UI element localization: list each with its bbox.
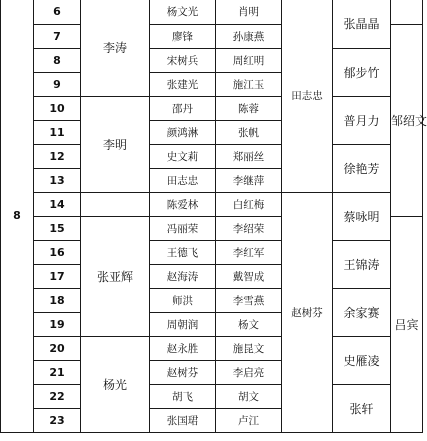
row-number: 8 — [34, 49, 81, 73]
member-name: 胡飞 — [150, 385, 216, 409]
member-name: 师洪 — [150, 289, 216, 313]
member-name: 冯丽荣 — [150, 217, 216, 241]
member-name: 白红梅 — [216, 193, 282, 217]
coordinator-cell: 王锦涛 — [333, 241, 391, 289]
row-number: 13 — [34, 169, 81, 193]
member-name: 史文莉 — [150, 145, 216, 169]
table-row — [1, 145, 423, 169]
row-number: 21 — [34, 361, 81, 385]
table-row — [1, 97, 423, 121]
leader-cell: 杨光 — [81, 337, 150, 433]
leader-cell: 张亚辉 — [81, 217, 150, 337]
table-row — [1, 337, 423, 361]
member-name: 李启亮 — [216, 361, 282, 385]
supervisor-cell: 赵树芬 — [282, 193, 333, 433]
table-row — [1, 241, 423, 265]
table-row — [1, 49, 423, 73]
member-name: 赵海涛 — [150, 265, 216, 289]
coordinator-cell: 张轩 — [333, 385, 391, 433]
member-name: 陈蓉 — [216, 97, 282, 121]
coordinator-cell: 蔡咏明 — [333, 193, 391, 241]
member-name: 邵丹 — [150, 97, 216, 121]
member-name: 郑丽丝 — [216, 145, 282, 169]
row-number: 7 — [34, 25, 81, 49]
member-name: 张建光 — [150, 73, 216, 97]
head-cell: 吕宾 — [391, 217, 423, 433]
member-name: 陈爱林 — [150, 193, 216, 217]
member-name: 施昆文 — [216, 337, 282, 361]
row-number: 23 — [34, 409, 81, 433]
row-number: 11 — [34, 121, 81, 145]
member-name: 张帆 — [216, 121, 282, 145]
member-name: 卢江 — [216, 409, 282, 433]
member-name: 李绍荣 — [216, 217, 282, 241]
row-number: 9 — [34, 73, 81, 97]
table-row — [1, 193, 423, 217]
member-name: 李红军 — [216, 241, 282, 265]
coordinator-cell: 徐艳芳 — [333, 145, 391, 193]
row-number: 10 — [34, 97, 81, 121]
group-number: 8 — [1, 0, 34, 433]
supervisor-cell: 田志忠 — [282, 0, 333, 193]
member-name: 宋树兵 — [150, 49, 216, 73]
head-cell: 邹绍文 — [391, 25, 423, 217]
leader-cell: 李明 — [81, 97, 150, 193]
row-number: 16 — [34, 241, 81, 265]
row-number: 22 — [34, 385, 81, 409]
table-row — [1, 0, 423, 25]
coordinator-cell: 郁步竹 — [333, 49, 391, 97]
member-name: 胡文 — [216, 385, 282, 409]
member-name: 周朝润 — [150, 313, 216, 337]
member-name: 杨文 — [216, 313, 282, 337]
head-cell-blank — [391, 0, 423, 25]
row-number: 17 — [34, 265, 81, 289]
member-name: 王德飞 — [150, 241, 216, 265]
table-row — [1, 385, 423, 409]
row-number: 6 — [34, 0, 81, 25]
member-name: 周红明 — [216, 49, 282, 73]
member-name: 李雪燕 — [216, 289, 282, 313]
leader-cell-blank — [81, 193, 150, 217]
coordinator-cell: 张晶晶 — [333, 0, 391, 49]
member-name: 颜鸿淋 — [150, 121, 216, 145]
row-number: 18 — [34, 289, 81, 313]
coordinator-cell: 余家赛 — [333, 289, 391, 337]
row-number: 15 — [34, 217, 81, 241]
row-number: 19 — [34, 313, 81, 337]
member-name: 赵永胜 — [150, 337, 216, 361]
coordinator-cell: 史雁凌 — [333, 337, 391, 385]
member-name: 田志忠 — [150, 169, 216, 193]
table-row — [1, 289, 423, 313]
row-number: 20 — [34, 337, 81, 361]
member-name: 廖锋 — [150, 25, 216, 49]
member-name: 戴智成 — [216, 265, 282, 289]
member-name: 李继萍 — [216, 169, 282, 193]
member-name: 张国珺 — [150, 409, 216, 433]
member-name: 杨文光 — [150, 0, 216, 25]
member-name: 孙康燕 — [216, 25, 282, 49]
row-number: 14 — [34, 193, 81, 217]
member-name: 施江玉 — [216, 73, 282, 97]
member-name: 赵树芬 — [150, 361, 216, 385]
leader-cell: 李涛 — [81, 0, 150, 97]
coordinator-cell: 普月力 — [333, 97, 391, 145]
row-number: 12 — [34, 145, 81, 169]
member-name: 肖明 — [216, 0, 282, 25]
